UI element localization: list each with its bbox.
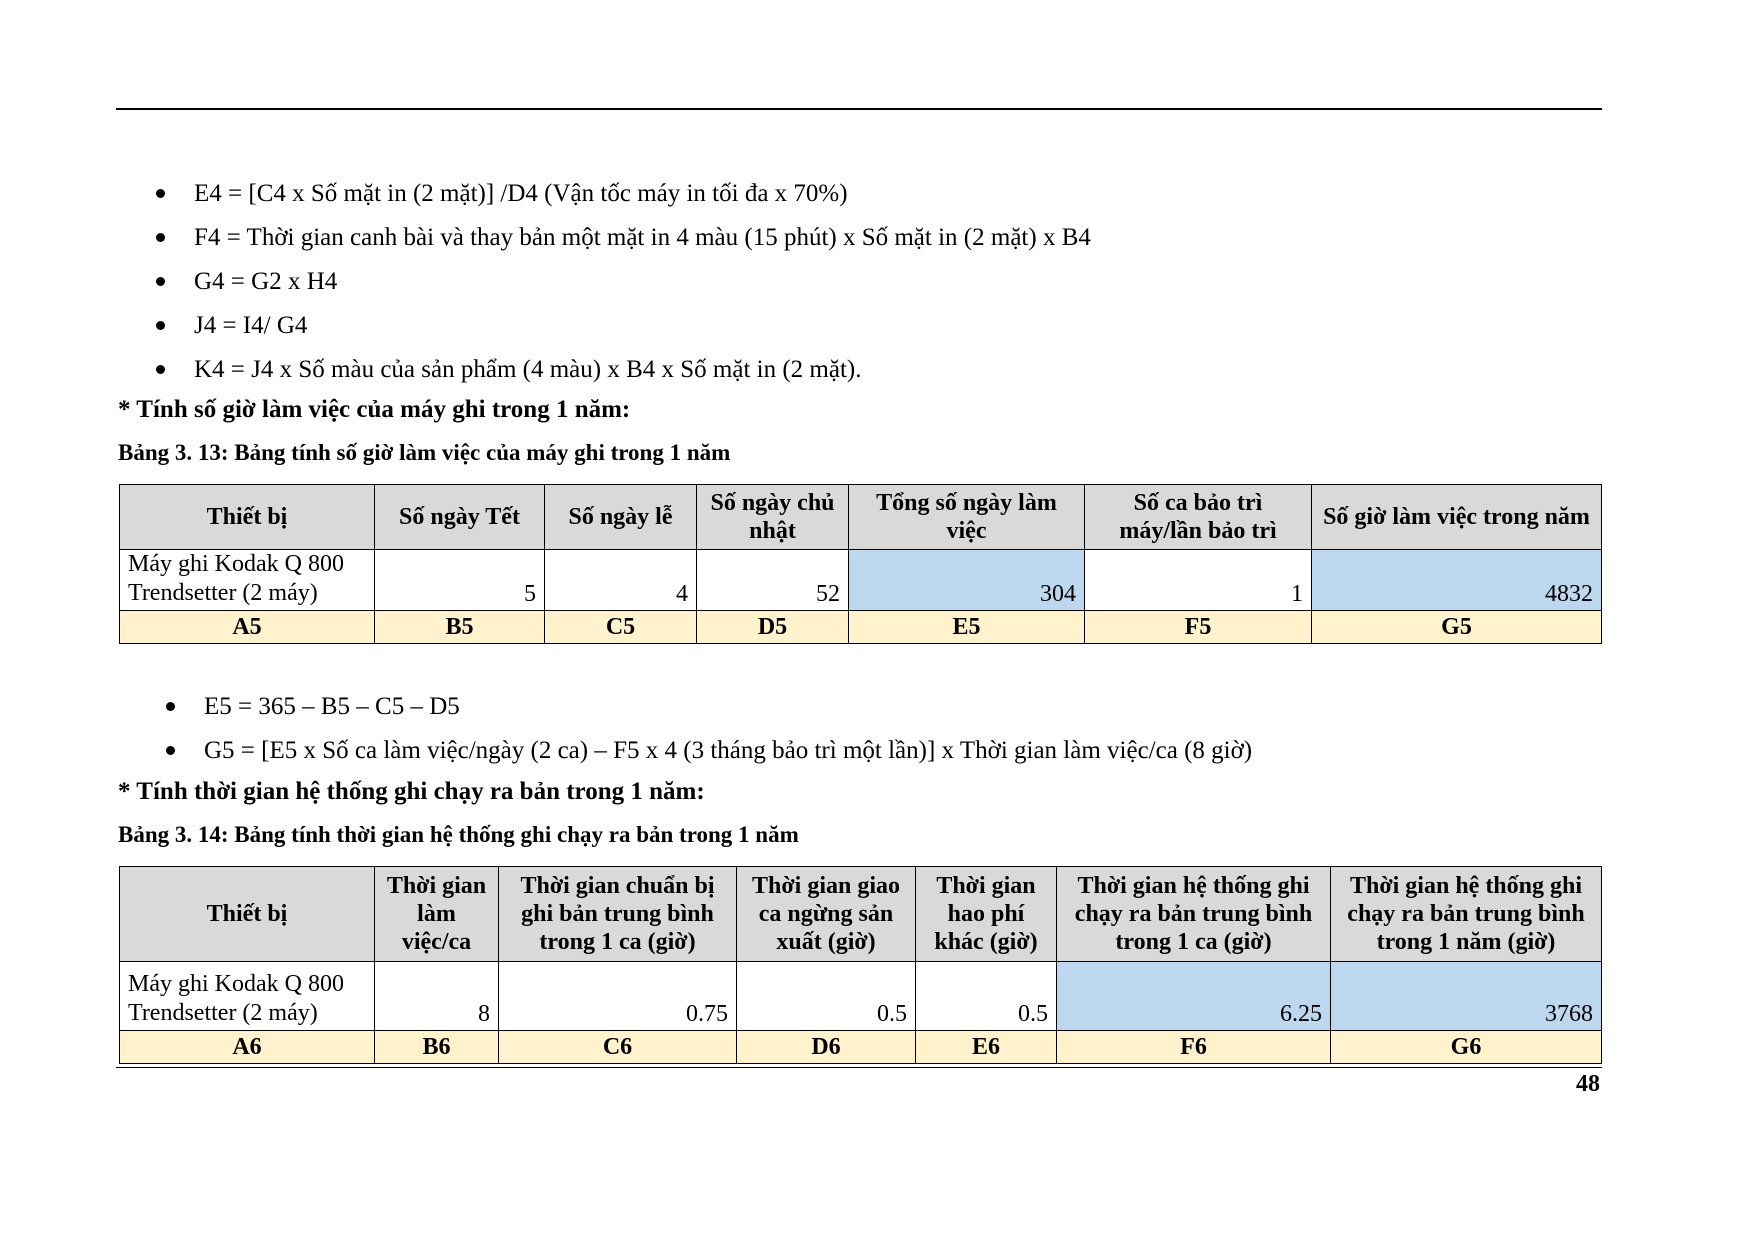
section-heading-recorder-hours: * Tính số giờ làm việc của máy ghi trong 1 năm: bbox=[118, 396, 631, 423]
footer-rule bbox=[116, 1067, 1602, 1068]
table-header-row bbox=[120, 867, 1602, 962]
cell-reference: A5 bbox=[120, 611, 375, 644]
cell-reference: A6 bbox=[120, 1031, 375, 1064]
bullet-icon bbox=[166, 746, 175, 755]
formula-item: G5 = [E5 x Số ca làm việc/ngày (2 ca) – F5 x 4 (3 tháng bảo trì một lần)] x Thời gian làm việc/ca (8 giờ) bbox=[160, 729, 1252, 773]
value-cell: 0.5 bbox=[916, 962, 1057, 1031]
cell-reference-row bbox=[120, 611, 1602, 644]
column-header: Số ngày lễ bbox=[545, 485, 697, 550]
column-header: Thời gian giao ca ngừng sản xuất (giờ) bbox=[737, 867, 916, 962]
formula-item: G4 = G2 x H4 bbox=[150, 260, 1091, 304]
calculated-value-cell: 4832 bbox=[1312, 550, 1602, 611]
table-row bbox=[120, 550, 1602, 611]
section-heading-plate-output-time: * Tính thời gian hệ thống ghi chạy ra bản trong 1 năm: bbox=[118, 778, 705, 805]
cell-reference: D5 bbox=[697, 611, 849, 644]
column-header: Số ngày chủ nhật bbox=[697, 485, 849, 550]
value-cell: 8 bbox=[375, 962, 499, 1031]
cell-reference: F6 bbox=[1057, 1031, 1331, 1064]
column-header: Thời gian hao phí khác (giờ) bbox=[916, 867, 1057, 962]
bullet-icon bbox=[156, 189, 165, 198]
page-number: 48 bbox=[1576, 1071, 1600, 1097]
cell-reference-row bbox=[120, 1031, 1602, 1064]
cell-reference: C6 bbox=[499, 1031, 737, 1064]
bullet-icon bbox=[156, 321, 165, 330]
column-header: Thời gian hệ thống ghi chạy ra bản trung bình trong 1 năm (giờ) bbox=[1331, 867, 1602, 962]
formula-item: E4 = [C4 x Số mặt in (2 mặt)] /D4 (Vận tốc máy in tối đa x 70%) bbox=[150, 172, 1091, 216]
bullet-icon bbox=[166, 702, 175, 711]
formula-item: K4 = J4 x Số màu của sản phẩm (4 màu) x B4 x Số mặt in (2 mặt). bbox=[150, 348, 1091, 392]
cell-reference: B6 bbox=[375, 1031, 499, 1064]
bullet-icon bbox=[156, 365, 165, 374]
table-3-14 bbox=[119, 866, 1602, 1064]
column-header: Thiết bị bbox=[120, 485, 375, 550]
formula-item: J4 = I4/ G4 bbox=[150, 304, 1091, 348]
cell-reference: E6 bbox=[916, 1031, 1057, 1064]
table-row bbox=[120, 962, 1602, 1031]
column-header: Tổng số ngày làm việc bbox=[849, 485, 1085, 550]
device-name-cell: Máy ghi Kodak Q 800 Trendsetter (2 máy) bbox=[120, 962, 375, 1031]
value-cell: 0.5 bbox=[737, 962, 916, 1031]
column-header: Số ngày Tết bbox=[375, 485, 545, 550]
header-rule bbox=[116, 108, 1602, 110]
value-cell: 52 bbox=[697, 550, 849, 611]
calculated-value-cell: 6.25 bbox=[1057, 962, 1331, 1031]
device-name-cell: Máy ghi Kodak Q 800 Trendsetter (2 máy) bbox=[120, 550, 375, 611]
table-caption-3-14: Bảng 3. 14: Bảng tính thời gian hệ thống ghi chạy ra bản trong 1 năm bbox=[118, 822, 799, 847]
value-cell: 0.75 bbox=[499, 962, 737, 1031]
table-header-row bbox=[120, 485, 1602, 550]
column-header: Số giờ làm việc trong năm bbox=[1312, 485, 1602, 550]
cell-reference: C5 bbox=[545, 611, 697, 644]
cell-reference: G6 bbox=[1331, 1031, 1602, 1064]
column-header: Thời gian hệ thống ghi chạy ra bản trung bình trong 1 ca (giờ) bbox=[1057, 867, 1331, 962]
table-3-13 bbox=[119, 484, 1602, 644]
value-cell: 5 bbox=[375, 550, 545, 611]
formula-list-table-3-13 bbox=[160, 685, 1252, 773]
bullet-icon bbox=[156, 277, 165, 286]
formula-list-table-3-12 bbox=[150, 172, 1091, 392]
cell-reference: D6 bbox=[737, 1031, 916, 1064]
column-header: Thiết bị bbox=[120, 867, 375, 962]
cell-reference: B5 bbox=[375, 611, 545, 644]
bullet-icon bbox=[156, 233, 165, 242]
cell-reference: E5 bbox=[849, 611, 1085, 644]
calculated-value-cell: 3768 bbox=[1331, 962, 1602, 1031]
value-cell: 4 bbox=[545, 550, 697, 611]
cell-reference: F5 bbox=[1085, 611, 1312, 644]
calculated-value-cell: 304 bbox=[849, 550, 1085, 611]
value-cell: 1 bbox=[1085, 550, 1312, 611]
table-caption-3-13: Bảng 3. 13: Bảng tính số giờ làm việc của máy ghi trong 1 năm bbox=[118, 440, 731, 465]
cell-reference: G5 bbox=[1312, 611, 1602, 644]
formula-item: E5 = 365 – B5 – C5 – D5 bbox=[160, 685, 1252, 729]
column-header: Thời gian làm việc/ca bbox=[375, 867, 499, 962]
column-header: Số ca bảo trì máy/lần bảo trì bbox=[1085, 485, 1312, 550]
column-header: Thời gian chuẩn bị ghi bản trung bình trong 1 ca (giờ) bbox=[499, 867, 737, 962]
formula-item: F4 = Thời gian canh bài và thay bản một mặt in 4 màu (15 phút) x Số mặt in (2 mặt) x B4 bbox=[150, 216, 1091, 260]
